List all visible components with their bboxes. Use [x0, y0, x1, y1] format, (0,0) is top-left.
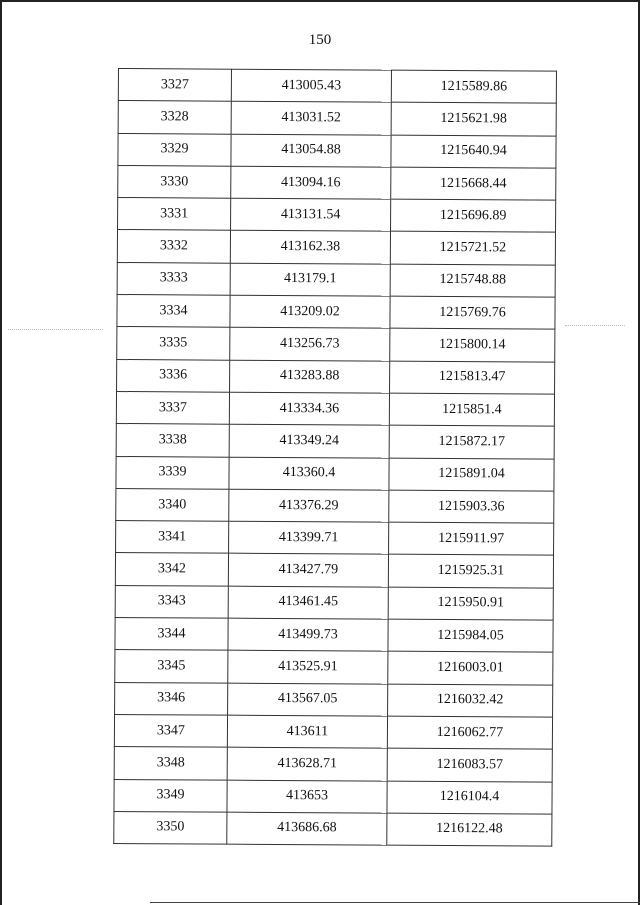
- x-coordinate-cell: 413360.4: [229, 457, 389, 490]
- x-coordinate-cell: 413162.38: [230, 231, 390, 264]
- table-row: [115, 682, 553, 717]
- x-coordinate-cell: 413427.79: [228, 554, 388, 587]
- y-coordinate-cell: 1215589.86: [391, 70, 556, 103]
- x-coordinate-cell: 413611: [227, 715, 387, 748]
- y-coordinate-cell: 1215984.05: [388, 619, 553, 652]
- point-id-cell: 3335: [117, 327, 230, 360]
- page-border-bottom: [150, 902, 640, 903]
- table-row: [114, 747, 552, 782]
- table-row: [118, 69, 556, 104]
- table-row: [117, 230, 555, 265]
- point-id-cell: 3348: [114, 747, 227, 780]
- y-coordinate-cell: 1215769.76: [390, 296, 555, 329]
- x-coordinate-cell: 413131.54: [231, 198, 391, 231]
- y-coordinate-cell: 1216083.57: [387, 748, 552, 781]
- table-row: [116, 456, 554, 491]
- table-row: [116, 391, 554, 426]
- point-id-cell: 3337: [116, 391, 229, 424]
- y-coordinate-cell: 1215748.88: [390, 264, 555, 297]
- y-coordinate-cell: 1215903.36: [389, 490, 554, 523]
- point-id-cell: 3349: [114, 779, 227, 812]
- point-id-cell: 3331: [118, 198, 231, 231]
- x-coordinate-cell: 413376.29: [229, 489, 389, 522]
- y-coordinate-cell: 1216003.01: [388, 652, 553, 685]
- table-row: [114, 811, 552, 846]
- y-coordinate-cell: 1216104.4: [387, 781, 552, 814]
- y-coordinate-cell: 1215851.4: [389, 393, 554, 426]
- table-row: [117, 262, 555, 297]
- x-coordinate-cell: 413653: [227, 780, 387, 813]
- table-row: [116, 424, 554, 459]
- point-id-cell: 3334: [117, 295, 230, 328]
- point-id-cell: 3338: [116, 424, 229, 457]
- point-id-cell: 3329: [118, 133, 231, 166]
- table-row: [118, 165, 556, 200]
- x-coordinate-cell: 413399.71: [229, 521, 389, 554]
- x-coordinate-cell: 413179.1: [230, 263, 390, 296]
- x-coordinate-cell: 413461.45: [228, 586, 388, 619]
- coordinates-table-body: [114, 69, 557, 847]
- point-id-cell: 3345: [115, 650, 228, 683]
- point-id-cell: 3347: [114, 714, 227, 747]
- point-id-cell: 3346: [115, 682, 228, 715]
- y-coordinate-cell: 1215668.44: [391, 167, 556, 200]
- y-coordinate-cell: 1215891.04: [389, 458, 554, 491]
- point-id-cell: 3339: [116, 456, 229, 489]
- x-coordinate-cell: 413209.02: [230, 295, 390, 328]
- page-border-top: [0, 0, 640, 2]
- x-coordinate-cell: 413567.05: [228, 683, 388, 716]
- scan-artifact-right: [565, 325, 625, 326]
- point-id-cell: 3327: [118, 69, 231, 102]
- point-id-cell: 3341: [116, 521, 229, 554]
- scan-artifact-left: [8, 329, 103, 330]
- table-row: [116, 521, 554, 556]
- table-row: [117, 295, 555, 330]
- y-coordinate-cell: 1216062.77: [387, 716, 552, 749]
- table-row: [114, 714, 552, 749]
- point-id-cell: 3344: [115, 618, 228, 651]
- x-coordinate-cell: 413283.88: [230, 360, 390, 393]
- point-id-cell: 3350: [114, 811, 227, 844]
- point-id-cell: 3342: [115, 553, 228, 586]
- coordinates-table: [113, 68, 557, 847]
- table-row: [118, 133, 556, 168]
- y-coordinate-cell: 1215621.98: [391, 102, 556, 135]
- page-number: 150: [308, 32, 332, 48]
- table-row: [115, 650, 553, 685]
- point-id-cell: 3336: [117, 359, 230, 392]
- y-coordinate-cell: 1215911.97: [389, 522, 554, 555]
- y-coordinate-cell: 1216122.48: [387, 813, 552, 846]
- table-row: [117, 359, 555, 394]
- page-border-left: [0, 0, 2, 905]
- table-row: [114, 779, 552, 814]
- point-id-cell: 3343: [115, 585, 228, 618]
- point-id-cell: 3330: [118, 165, 231, 198]
- y-coordinate-cell: 1215640.94: [391, 135, 556, 168]
- y-coordinate-cell: 1215696.89: [391, 199, 556, 232]
- x-coordinate-cell: 413094.16: [231, 166, 391, 199]
- table-row: [115, 618, 553, 653]
- table-row: [117, 327, 555, 362]
- y-coordinate-cell: 1215800.14: [390, 329, 555, 362]
- table-row: [116, 488, 554, 523]
- table-row: [118, 198, 556, 233]
- point-id-cell: 3333: [117, 262, 230, 295]
- x-coordinate-cell: 413349.24: [229, 424, 389, 457]
- table-row: [115, 585, 553, 620]
- x-coordinate-cell: 413005.43: [231, 69, 391, 102]
- point-id-cell: 3340: [116, 488, 229, 521]
- point-id-cell: 3332: [117, 230, 230, 263]
- x-coordinate-cell: 413334.36: [229, 392, 389, 425]
- point-id-cell: 3328: [118, 101, 231, 134]
- x-coordinate-cell: 413031.52: [231, 101, 391, 134]
- y-coordinate-cell: 1215872.17: [389, 425, 554, 458]
- x-coordinate-cell: 413525.91: [228, 651, 388, 684]
- x-coordinate-cell: 413499.73: [228, 618, 388, 651]
- y-coordinate-cell: 1215813.47: [390, 361, 555, 394]
- x-coordinate-cell: 413686.68: [227, 812, 387, 845]
- y-coordinate-cell: 1215950.91: [388, 587, 553, 620]
- x-coordinate-cell: 413256.73: [230, 328, 390, 361]
- y-coordinate-cell: 1216032.42: [388, 684, 553, 717]
- table-row: [115, 553, 553, 588]
- y-coordinate-cell: 1215925.31: [388, 555, 553, 588]
- x-coordinate-cell: 413628.71: [227, 747, 387, 780]
- y-coordinate-cell: 1215721.52: [390, 232, 555, 265]
- table-row: [118, 101, 556, 136]
- x-coordinate-cell: 413054.88: [231, 134, 391, 167]
